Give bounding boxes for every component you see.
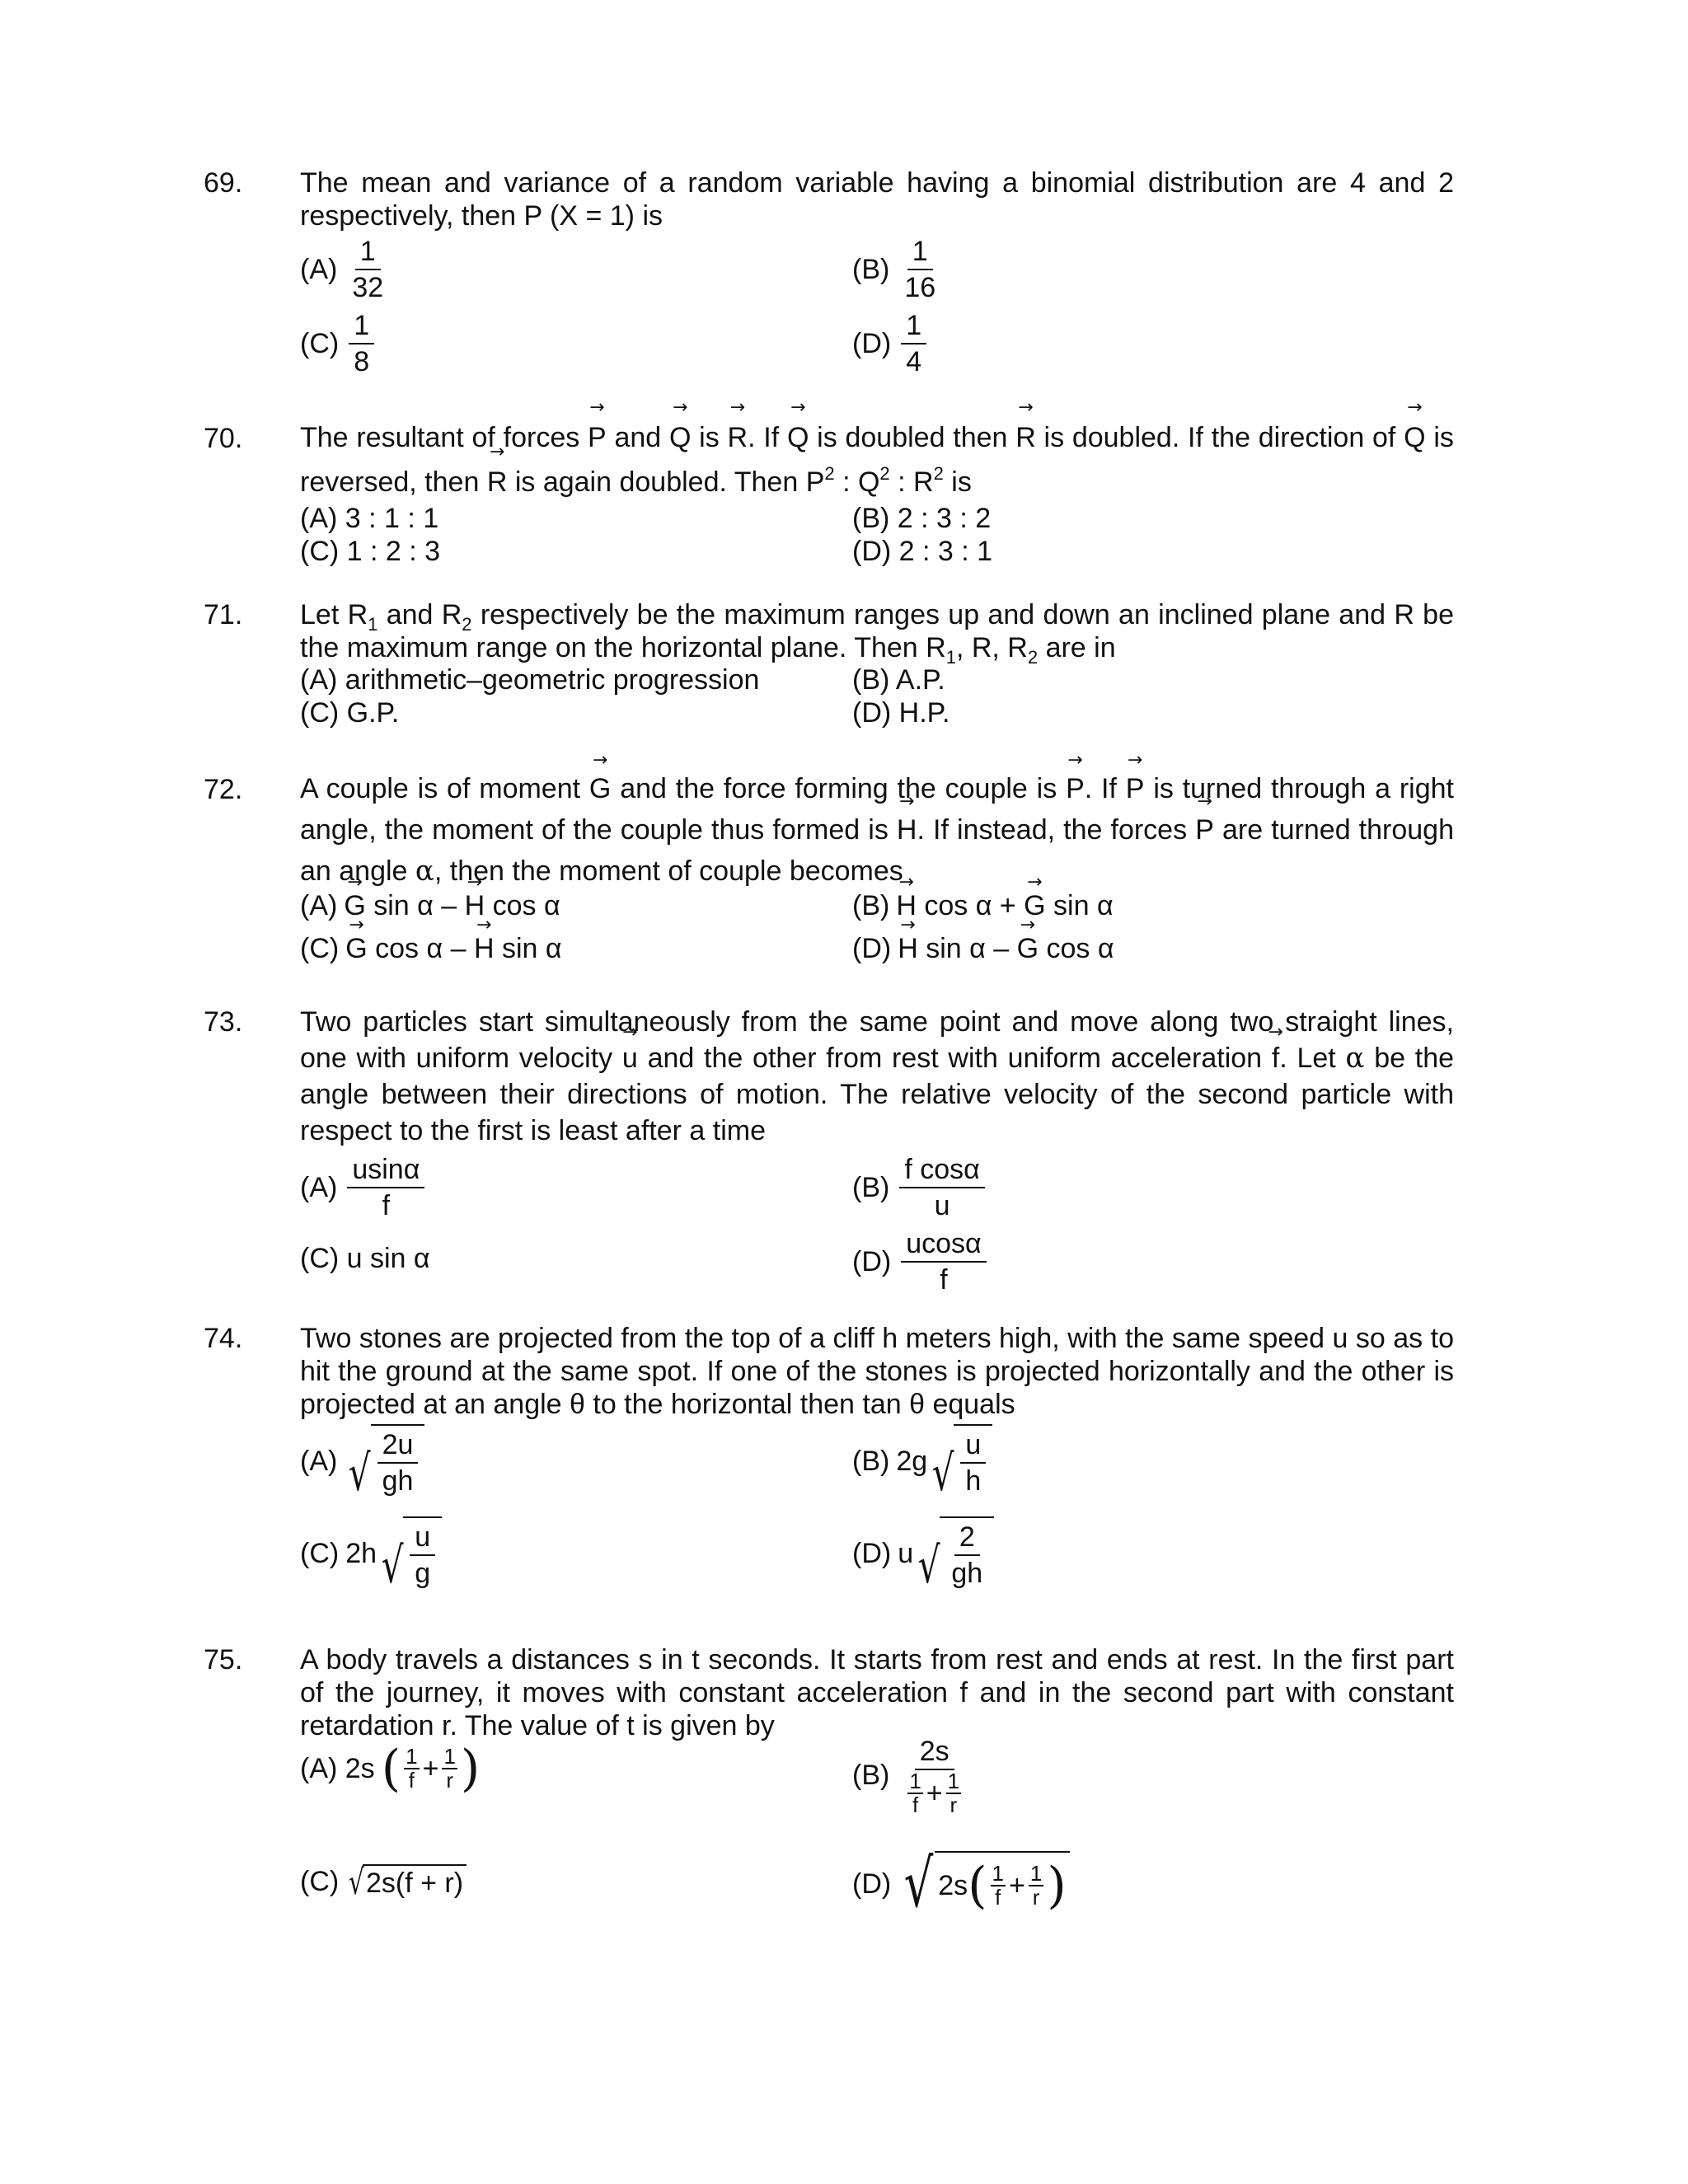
question-number: 69.	[204, 167, 243, 199]
option-c: (C) √ 2s(f + r)	[300, 1864, 467, 1900]
question-text: The mean and variance of a random variable having a binomial distribution are 4 and 2 respectively, then P (X = 1) is	[300, 167, 1454, 232]
fraction: $\frac{1}{32}$	[352, 236, 384, 303]
fraction: $\frac{1}{4}$	[901, 308, 926, 379]
option-d: (D) H.P.	[852, 697, 950, 729]
square-root: √ $\frac{u}{h}$	[927, 1424, 992, 1498]
question-text: Two particles start simultaneously from the same point and move along two straight lines, one with uniform velocity → u and the other from rest with uniform acceleration → f. Let α be the angle between their directions of motion. The relative velocity of the second particle with respect to the first is least after a time	[300, 1004, 1454, 1149]
option-a: (A) $\frac{usin\alpha}{f}$	[300, 1152, 428, 1223]
question-number: 74.	[204, 1323, 243, 1354]
option-d: (D) √ 2s ( $\frac{1}{f}$ + $\frac{1}{r}$ )	[852, 1851, 1070, 1917]
square-root: √ $\frac{u}{g}$	[377, 1516, 442, 1591]
question-number: 72.	[204, 774, 243, 805]
question-number: 70.	[204, 423, 243, 454]
option-d: (D) u √ $\frac{2}{gh}$	[852, 1516, 994, 1591]
square-root: √ 2s ( $\frac{1}{f}$ + $\frac{1}{r}$ )	[898, 1851, 1070, 1917]
option-a: (A) → G sin α – → H cos α	[300, 890, 560, 922]
option-b: (B) 2 : 3 : 2	[852, 503, 992, 534]
question-number: 71.	[204, 599, 243, 630]
square-root: √ $\frac{2u}{gh}$	[344, 1424, 424, 1498]
option-d: (D) 2 : 3 : 1	[852, 536, 993, 567]
option-c: (C) G.P.	[300, 697, 400, 729]
option-a: (A) √ $\frac{2u}{gh}$	[300, 1424, 424, 1498]
fraction: $\frac{\text{f cosα}}{u}$	[899, 1152, 984, 1223]
option-b: (B) → H cos α + → G sin α	[852, 890, 1114, 922]
question-text: A couple is of moment → G and the force forming the couple is → P. If → P is turned through a right angle, the moment of the couple thus formed is → H. If instead, the forces → P are turned through an angle α, then the moment of couple becomes	[300, 768, 1454, 892]
question-text: The resultant of forces → P and → Q is → R. If → Q is doubled then → R is doubled. If the direction of → Q is reversed, then → R is again doubled. Then $P^2$ : $Q^2$ : $R^2$ is	[300, 415, 1454, 504]
option-c: (C) u sin α	[300, 1243, 430, 1274]
option-a: (A) 2s ( $\frac{1}{f}$ + $\frac{1}{r}$ )	[300, 1740, 481, 1797]
option-b: (B) A.P.	[852, 664, 945, 696]
option-b: (B) 2s $\frac{1}{f}$ + $\frac{1}{r}$	[852, 1734, 973, 1816]
fraction: $\frac{usin\alpha}{f}$	[347, 1152, 424, 1223]
question-text: Let $R_1$ and $R_2$ respectively be the maximum ranges up and down an inclined plane and R be the maximum range on the horizontal plane. Then $R_1$, R, $R_2$ are in	[300, 599, 1455, 668]
square-root: √ 2s(f + r)	[345, 1864, 467, 1900]
question-number: 73.	[204, 1006, 243, 1038]
square-root: √ $\frac{2}{gh}$	[913, 1516, 994, 1591]
option-c: (C) 1 : 2 : 3	[300, 536, 441, 567]
option-a: (A) arithmetic–geometric progression	[300, 664, 760, 696]
option-a: (A) $\frac{1}{32}$	[300, 234, 392, 305]
fraction: $\frac{1}{16}$	[904, 236, 936, 303]
option-c: (C) 2h √ $\frac{u}{g}$	[300, 1516, 442, 1591]
option-c: (C) → G cos α – → H sin α	[300, 933, 562, 965]
question-text: Two stones are projected from the top of a cliff h meters high, with the same speed u so as to hit the ground at the same spot. If one of the stones is projected horizontally and the other is projected at an angle θ to the horizontal then tan θ equals	[300, 1323, 1454, 1420]
option-d: (D) $\frac{ucos\alpha}{f}$	[852, 1226, 990, 1297]
fraction: 2s $\frac{1}{f}$ + $\frac{1}{r}$	[909, 1736, 960, 1817]
option-c: (C) $\frac{1}{8}$	[300, 308, 377, 379]
option-b: (B) 2g √ $\frac{u}{h}$	[852, 1424, 992, 1498]
option-b: (B) $\frac{1}{16}$	[852, 234, 944, 305]
option-d: (D) $\frac{1}{4}$	[852, 308, 930, 379]
option-a: (A) 3 : 1 : 1	[300, 503, 439, 534]
fraction: $\frac{1}{8}$	[349, 308, 374, 379]
option-d: (D) → H sin α – → G cos α	[852, 933, 1114, 965]
option-b: (B) $\frac{\text{f cosα}}{u}$	[852, 1152, 988, 1223]
question-number: 75.	[204, 1644, 243, 1675]
question-text: A body travels a distances s in t seconds. It starts from rest and ends at rest. In the first part of the journey, it moves with constant acceleration f and in the second part with constant retardation r. The value of t is given by	[300, 1644, 1454, 1741]
fraction: $\frac{ucos\alpha}{f}$	[901, 1226, 986, 1297]
